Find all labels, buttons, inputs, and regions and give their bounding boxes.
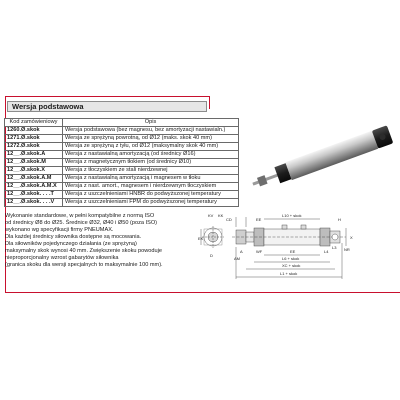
table-row — [5, 199, 239, 207]
order-code: 12__.Ø.skok.A.M — [5, 175, 63, 183]
table-row — [5, 127, 239, 135]
table-row — [5, 159, 239, 167]
section-header — [7, 101, 207, 112]
label-ee: EE — [290, 249, 296, 254]
note-line: wykonano wg specyfikacji firmy PNEUMAX. — [5, 227, 114, 233]
frame-line-top — [5, 96, 209, 97]
order-description: Wersja ze sprężyną powrotną, od Ø12 (maks. skok 40 mm) — [63, 135, 239, 143]
order-code: 12__.Ø.skok. . . .V — [5, 199, 63, 207]
note-line: nieproporcjonalny wzrost gabarytów siłownika — [5, 255, 119, 261]
order-description: Wersja ze sprężyną z tyłu, od Ø12 (maksymalny skok 40 mm) — [63, 143, 239, 151]
label-cd: CD — [226, 217, 232, 222]
table-row — [5, 183, 239, 191]
note-line: maksymalny skok wynosi 40 mm. Zwiększenie skoku powoduje — [5, 248, 162, 254]
label-kv: KV — [208, 213, 214, 218]
note-line: (granica skoku dla wersji specjalnych to maksymalnie 100 mm). — [5, 262, 163, 268]
rod-nut — [257, 175, 268, 186]
order-code: 12__.Ø.skok.A — [5, 151, 63, 159]
label-ek: EK — [198, 236, 204, 241]
order-code: 12__.Ø.skok.X — [5, 167, 63, 175]
note-line: Wykonanie standardowe, w pełni kompatybilne z normą ISO — [5, 213, 155, 219]
order-code: 1272.Ø.skok — [5, 143, 63, 151]
table-row — [5, 151, 239, 159]
col-header-code: Kod zamówieniowy — [5, 119, 63, 127]
order-code: 1271.Ø.skok — [5, 135, 63, 143]
label-l10: L10 + skok — [282, 213, 302, 218]
order-code: 12__.Ø.skok. . . .T — [5, 191, 63, 199]
section-title: Wersja podstawowa — [12, 102, 84, 111]
dimension-drawing — [196, 207, 400, 291]
label-kk: KK — [218, 213, 224, 218]
table-row — [5, 167, 239, 175]
table-row — [5, 143, 239, 151]
order-description: Wersja z nastawialną amortyzacją i magnesem w tłoku — [63, 175, 239, 183]
cylinder-barrel — [285, 131, 378, 180]
label-l4: L4 — [324, 249, 329, 254]
order-description: Wersja z uszczelnieniami FPM do podwyższonej temperatury — [63, 199, 239, 207]
label-h: H — [338, 217, 341, 222]
table-row — [5, 135, 239, 143]
label-l1: L1 + skok — [280, 271, 298, 276]
order-description: Wersja z magnetycznym tłokiem (od średnicy Ø10) — [63, 159, 239, 167]
order-code: 12__.Ø.skok.M — [5, 159, 63, 167]
table-row — [5, 175, 239, 183]
label-d: D — [210, 253, 213, 258]
order-description: Wersja z nastawialną amortyzacją (od średnicy Ø16) — [63, 151, 239, 159]
label-l3: L3 — [332, 245, 337, 250]
notes-block — [5, 213, 195, 269]
label-x: X — [350, 235, 353, 240]
frame-line-bottom — [5, 292, 400, 293]
order-description: Wersja podstawowa (bez magnesu, bez amortyzacji nastawialn.) — [63, 127, 239, 135]
table-header-row — [5, 119, 239, 127]
label-a: A — [240, 249, 243, 254]
order-code: 12__.Ø.skok.A.M.X — [5, 183, 63, 191]
label-l6: L6 + skok — [282, 256, 300, 261]
note-line: Dla siłowników pojedynczego działania (ze sprężyną) — [5, 241, 137, 247]
cylinder-photo — [252, 118, 400, 196]
label-ee-top: EE — [256, 217, 262, 222]
label-nr: NR — [344, 247, 350, 252]
note-line: od średnicy Ø8 do Ø25. Średnice Ø32, Ø40 i Ø50 (poza ISO) — [5, 220, 158, 226]
order-description: Wersja z uszczelnieniami HNBR do podwyższonej temperatury — [63, 191, 239, 199]
order-code-table — [4, 118, 239, 207]
note-line: Dla każdej średnicy siłownika dostępne są mocowania. — [5, 234, 142, 240]
label-am: AM — [234, 256, 240, 261]
order-code: 1260.Ø.skok — [5, 127, 63, 135]
table-row — [5, 191, 239, 199]
order-description: Wersja z nast. amort., magnesem i nierdzewnym tłoczyskiem — [63, 183, 239, 191]
frame-line-right — [209, 96, 210, 109]
col-header-desc: Opis — [63, 119, 239, 127]
order-description: Wersja z tłoczyskiem ze stali nierdzewnej — [63, 167, 239, 175]
label-xc: XC + skok — [282, 263, 301, 268]
label-wf: WF — [256, 249, 263, 254]
